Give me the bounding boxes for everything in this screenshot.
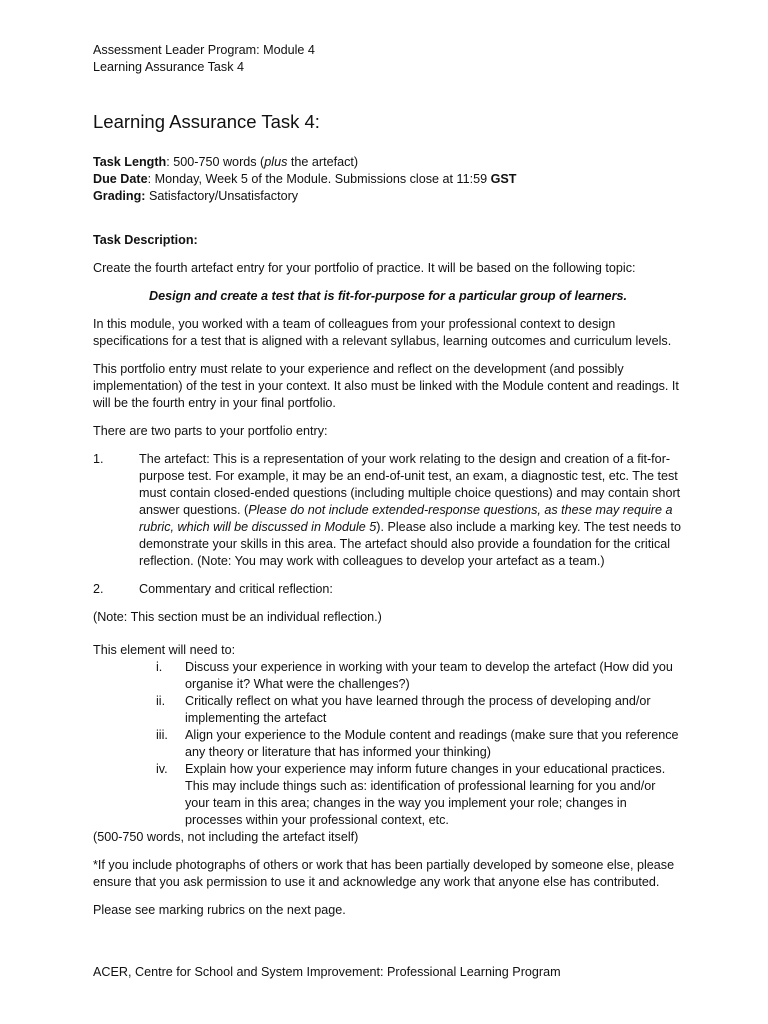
task-description-intro: Create the fourth artefact entry for your portfolio of practice. It will be based on the following topic:: [93, 261, 636, 275]
part-1-text-b: ). Please also include a marking key. The test needs to demonstrate your skills in this area. The artefact should also provide a foundation for the critical reflection. (Note: You may work with colleagues to develop your artefact as a team.): [139, 520, 682, 568]
element-intro: This element will need to:: [93, 643, 236, 657]
grading-value: Satisfactory/Unsatisfactory: [145, 189, 299, 203]
task-paragraph-2: This portfolio entry must relate to your experience and reflect on the development (and possibly implementation) of the test in your context. It also must be linked with the Module content and readings. It will be the fourth entry in your final portfolio.: [93, 362, 679, 410]
task-length-label: Task Length: [93, 155, 167, 169]
task-length-value-b: the artefact): [287, 155, 359, 169]
part-1-text-a: The artefact: This is a representation of your work relating to the design and creation of a fit-for-purpose test. For example, it may be an end-of-unit test, an exam, a diagnostic test, etc. The test must contain closed-ended questions (including multiple choice questions) and may contain short answer questions. (: [139, 452, 681, 517]
task-description-heading: Task Description:: [93, 233, 198, 247]
due-date-value: : Monday, Week 5 of the Module. Submissions close at 11:59: [147, 172, 491, 186]
see-rubrics-note: Please see marking rubrics on the next page.: [93, 903, 346, 917]
permission-note: *If you include photographs of others or work that has been partially developed by someone else, please ensure that you ask permission to use it and acknowledge any work that anyone else has contributed.: [93, 858, 675, 889]
list-item: iii. Align your experience to the Module content and readings (make sure that you reference any theory or literature that has informed your thinking): [156, 728, 679, 759]
requirements-list: [93, 659, 683, 829]
document-page: [93, 42, 683, 919]
page-title: Learning Assurance Task 4:: [93, 111, 320, 132]
part-1-text: [93, 451, 683, 570]
part-2: [93, 581, 683, 598]
task-paragraph-1: In this module, you worked with a team of colleagues from your professional context to design specifications for a test that is aligned with a relevant syllabus, learning outcomes and curriculum levels.: [93, 317, 672, 348]
due-date-line: [93, 171, 683, 188]
due-date-timezone: GST: [490, 172, 517, 186]
task-topic: Design and create a test that is fit-for-purpose for a particular group of learners.: [149, 289, 627, 303]
task-length-value-em: plus: [264, 155, 288, 169]
part-2-number: 2.: [93, 582, 104, 596]
word-count-note: (500-750 words, not including the artefact itself): [93, 830, 359, 844]
grading-line: [93, 188, 683, 205]
grading-label: Grading:: [93, 189, 146, 203]
part-1-text-em: Please do not include extended-response questions, as these may require a rubric, which will be discussed in Module 5: [139, 503, 673, 534]
running-header-line-1: Assessment Leader Program: Module 4: [93, 43, 315, 57]
part-1-number: 1.: [93, 452, 104, 466]
list-item: i. Discuss your experience in working with your team to develop the artefact (How did you organise it? What were the challenges?): [156, 660, 673, 691]
list-item: ii. Critically reflect on what you have learned through the process of developing and/or implementing the artefact: [156, 694, 651, 725]
part-2-text: Commentary and critical reflection:: [139, 582, 333, 596]
individual-reflection-note: (Note: This section must be an individual reflection.): [93, 610, 382, 624]
task-length-value-a: : 500-750 words (: [166, 155, 265, 169]
task-meta: [93, 154, 683, 205]
task-paragraph-3: There are two parts to your portfolio entry:: [93, 424, 328, 438]
list-item: iv. Explain how your experience may inform future changes in your educational practices. This may include things such as: identification of professional learning for you and/or your team in this area; changes in the way you implement your role; changes in processes within your professional context, etc.: [156, 762, 666, 827]
task-length-line: [93, 154, 683, 171]
part-1: [93, 451, 683, 570]
due-date-label: Due Date: [93, 172, 148, 186]
running-footer: ACER, Centre for School and System Improvement: Professional Learning Program: [93, 965, 561, 979]
running-header-line-2: Learning Assurance Task 4: [93, 60, 244, 74]
